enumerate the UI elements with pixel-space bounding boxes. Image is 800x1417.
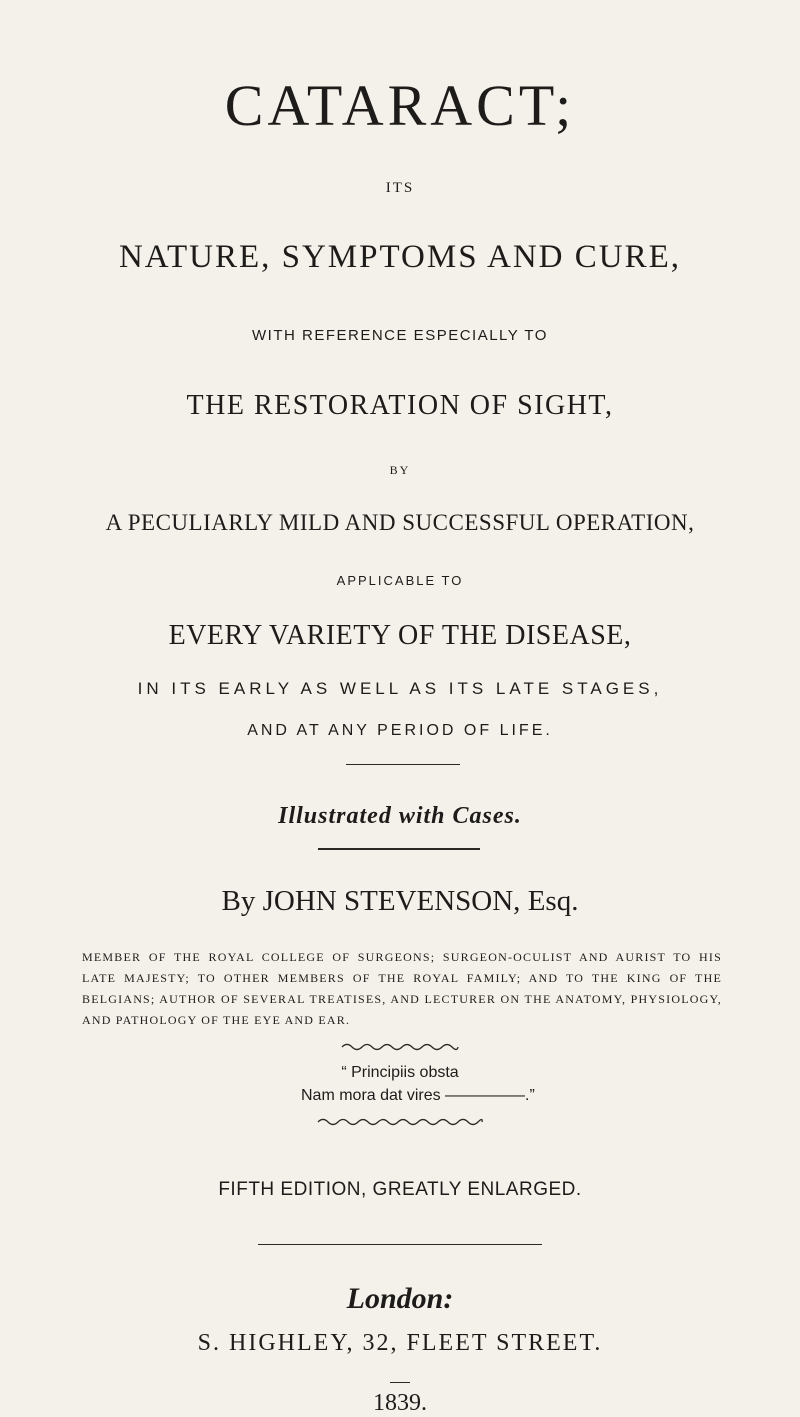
author-suffix: Esq. — [527, 885, 579, 917]
divider-rule — [346, 764, 460, 765]
ornament-squiggle — [340, 1042, 460, 1052]
ornament-squiggle — [316, 1117, 484, 1127]
publisher-line: S. HIGHLEY, 32, FLEET STREET. — [197, 1330, 603, 1356]
illustrated-line: Illustrated with Cases. — [278, 803, 522, 829]
place-line: London: — [346, 1282, 454, 1315]
divider-rule — [390, 1382, 410, 1383]
every-variety-line: EVERY VARIETY OF THE DISEASE, — [168, 620, 632, 651]
with-reference-line: WITH REFERENCE ESPECIALLY TO — [252, 327, 548, 344]
author-line — [0, 885, 800, 918]
its-label: ITS — [385, 180, 415, 196]
author-prefix: By — [221, 885, 256, 917]
motto-line-2: Nam mora dat vires —————.” — [301, 1087, 535, 1104]
period-line: AND AT ANY PERIOD OF LIFE. — [247, 722, 553, 739]
divider-rule — [258, 1244, 542, 1245]
author-name: JOHN STEVENSON, — [262, 885, 521, 917]
operation-line: A PECULIARLY MILD AND SUCCESSFUL OPERATION, — [105, 510, 695, 535]
by-label: BY — [389, 463, 411, 477]
motto-line-1: “ Principiis obsta — [341, 1064, 459, 1081]
applicable-line: APPLICABLE TO — [336, 573, 464, 588]
main-title: CATARACT; — [224, 73, 576, 138]
stages-line: IN ITS EARLY AS WELL AS ITS LATE STAGES, — [137, 679, 663, 698]
author-description: MEMBER OF THE ROYAL COLLEGE OF SURGEONS; SURGEON-OCULIST AND AURIST TO HIS LATE MAJESTY; TO OTHER MEMBERS OF THE ROYAL FAMILY; AND TO THE KING OF THE BELGIANS; AUTHOR OF SEVERAL TREATISES, AND LECTURER ON THE ANATOMY, PHYSIOLOGY, AND PATHOLOGY OF THE EYE AND EAR. — [82, 950, 722, 1027]
subtitle: NATURE, SYMPTOMS AND CURE, — [118, 239, 682, 275]
divider-rule — [318, 848, 480, 850]
edition-line: FIFTH EDITION, GREATLY ENLARGED. — [218, 1179, 582, 1200]
restoration-line: THE RESTORATION OF SIGHT, — [186, 390, 614, 421]
year-line: 1839. — [373, 1390, 427, 1416]
